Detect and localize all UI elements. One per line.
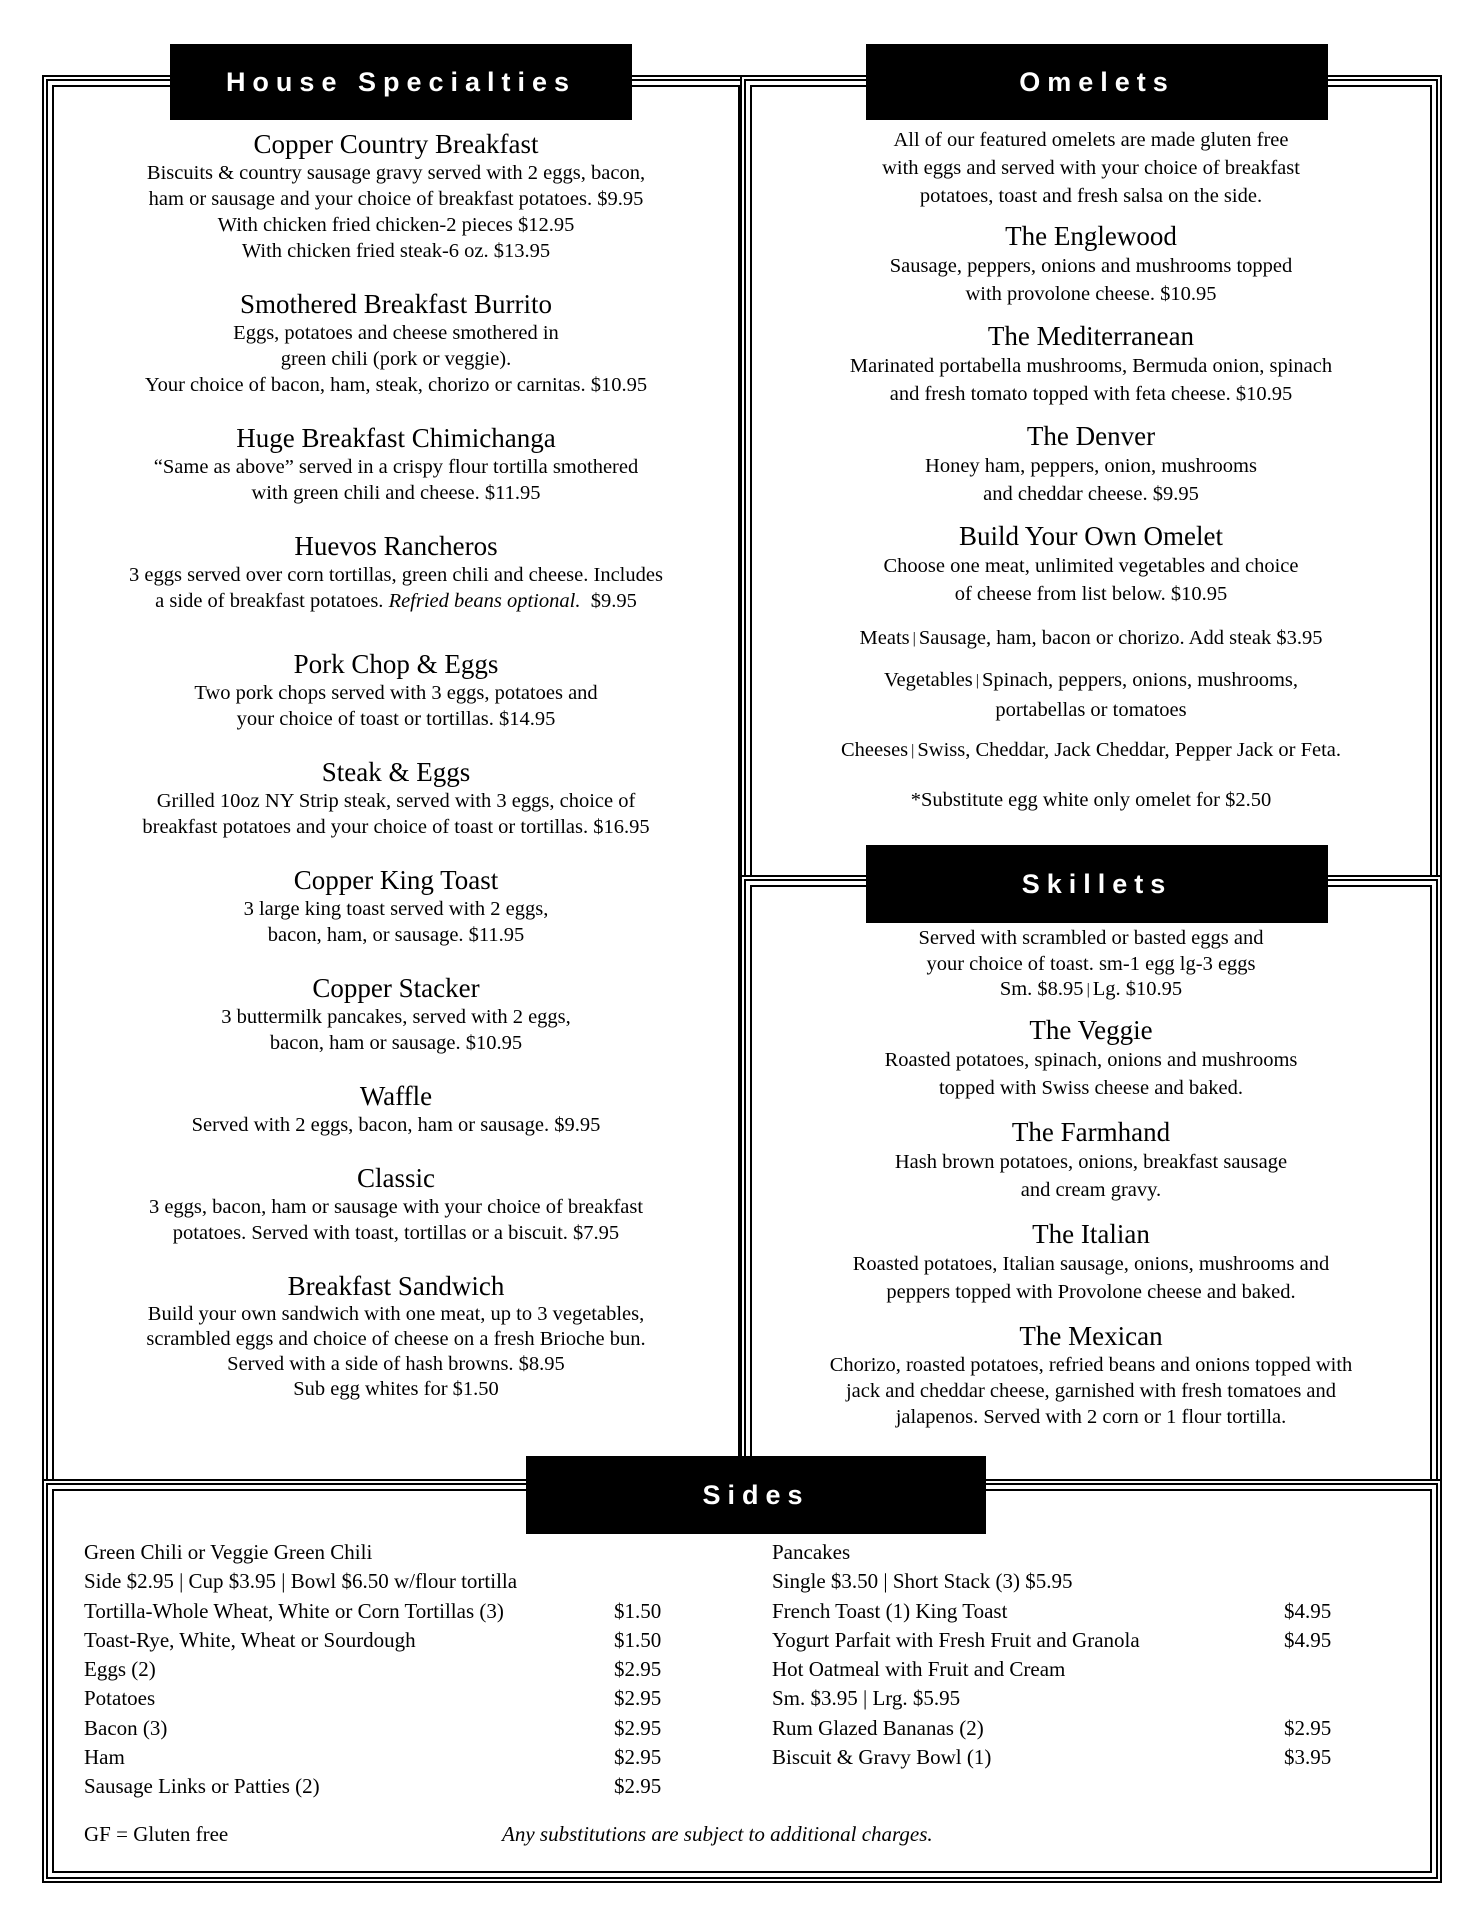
list-item: [772, 1655, 1372, 1684]
side-label: Single $3.50 | Short Stack (3) $5.95: [772, 1569, 1073, 1594]
option-text: portabellas or tomatoes: [995, 699, 1187, 721]
separator: |: [975, 672, 979, 689]
list-item: [772, 1626, 1372, 1655]
item-name: Copper Country Breakfast: [253, 129, 539, 159]
omelets-list: [760, 126, 1422, 826]
menu-item: [760, 1116, 1422, 1204]
side-label: Pancakes: [772, 1540, 851, 1564]
item-desc-line: jalapenos. Served with 2 corn or 1 flour tortilla.: [895, 1405, 1287, 1428]
substitute-note: *Substitute egg white only omelet for $2.50: [910, 789, 1272, 811]
list-item: [84, 1597, 684, 1626]
item-desc-line: bacon, ham, or sausage. $11.95: [267, 924, 525, 946]
side-label: Biscuit & Gravy Bowl (1): [772, 1745, 992, 1770]
item-name: Huevos Rancheros: [294, 531, 498, 561]
item-desc-line: Marinated portabella mushrooms, Bermuda onion, spinach: [849, 355, 1333, 377]
item-name: Smothered Breakfast Burrito: [240, 289, 552, 319]
item-desc-line: potatoes. Served with toast, tortillas or a biscuit. $7.95: [172, 1222, 620, 1244]
separator: |: [911, 742, 915, 759]
separator: |: [1086, 981, 1090, 998]
item-desc-line: [62, 588, 730, 614]
side-price: $3.95: [1284, 1745, 1332, 1770]
intro-line: with eggs and served with your choice of breakfast: [882, 157, 1300, 179]
item-name: Classic: [357, 1163, 435, 1193]
list-item: [84, 1655, 684, 1684]
option-label: Vegetables: [883, 669, 973, 691]
list-item: [84, 1567, 684, 1596]
list-item: [84, 1743, 684, 1772]
gluten-free-note: GF = Gluten free: [84, 1822, 229, 1846]
item-desc-line: Roasted potatoes, Italian sausage, onions, mushrooms and: [852, 1252, 1330, 1275]
item-desc-line: Hash brown potatoes, onions, breakfast sausage: [894, 1150, 1288, 1173]
item-desc-line: bacon, ham or sausage. $10.95: [269, 1032, 523, 1054]
side-price: $2.95: [614, 1774, 662, 1799]
item-desc-line: and fresh tomato topped with feta cheese. $10.95: [889, 383, 1293, 405]
item-desc-italic: Refried beans optional.: [388, 590, 581, 612]
list-item: [84, 1714, 684, 1743]
item-desc-line: and cream gravy.: [1020, 1178, 1162, 1201]
omelets-title: Omelets: [1019, 66, 1175, 97]
item-name: Build Your Own Omelet: [958, 521, 1223, 551]
side-price: $4.95: [1284, 1598, 1332, 1623]
side-label: Rum Glazed Bananas (2): [772, 1715, 984, 1740]
list-item: [772, 1743, 1372, 1772]
side-label: Yogurt Parfait with Fresh Fruit and Granola: [772, 1627, 1140, 1652]
item-desc-line: peppers topped with Provolone cheese and baked.: [886, 1280, 1296, 1303]
menu-item: [760, 1218, 1422, 1306]
item-desc-line: Sausage, peppers, onions and mushrooms topped: [889, 255, 1293, 277]
menu-item: [760, 320, 1422, 408]
list-item: [772, 1567, 1372, 1596]
option-text: Sausage, ham, bacon or chorizo. Add steak $3.95: [918, 627, 1323, 649]
skillets-list: [760, 926, 1422, 1430]
side-price: $1.50: [614, 1627, 662, 1652]
menu-item: [760, 220, 1422, 308]
item-name: Copper Stacker: [312, 973, 480, 1003]
side-label: Side $2.95 | Cup $3.95 | Bowl $6.50 w/flour tortilla: [84, 1569, 518, 1594]
side-price: $1.50: [614, 1598, 662, 1623]
menu-item: [62, 128, 730, 264]
intro-line: All of our featured omelets are made gluten free: [893, 129, 1289, 151]
skillet-prices: [760, 977, 1422, 1004]
side-label: Green Chili or Veggie Green Chili: [84, 1540, 373, 1564]
list-item: [772, 1538, 1372, 1567]
side-label: Eggs (2): [84, 1657, 156, 1682]
side-price: $2.95: [614, 1745, 662, 1770]
menu-item: [62, 1162, 730, 1246]
menu-item: [62, 756, 730, 840]
item-desc-line: Biscuits & country sausage gravy served with 2 eggs, bacon,: [146, 162, 646, 184]
item-desc-line: 3 large king toast served with 2 eggs,: [243, 898, 549, 920]
intro-line: your choice of toast. sm-1 egg lg-3 eggs: [926, 952, 1256, 975]
item-desc-line: With chicken fried steak-6 oz. $13.95: [241, 240, 551, 262]
item-desc-line: 3 eggs served over corn tortillas, green chili and cheese. Includes: [129, 564, 663, 586]
price-large: Lg. $10.95: [1092, 978, 1183, 1000]
omelets-banner: [866, 44, 1328, 120]
item-desc-line: Honey ham, peppers, onion, mushrooms: [925, 455, 1257, 477]
item-name: Copper King Toast: [293, 865, 499, 895]
menu-item: [62, 972, 730, 1056]
option-label: Cheeses: [840, 739, 909, 761]
list-item: [84, 1684, 684, 1713]
item-name: The Veggie: [1029, 1014, 1153, 1045]
item-desc-line: your choice of toast or tortillas. $14.95: [236, 708, 556, 730]
item-desc-line: Sub egg whites for $1.50: [293, 1378, 499, 1400]
sides-right-list: [772, 1538, 1372, 1772]
item-name: Waffle: [359, 1081, 433, 1111]
item-desc-line: Roasted potatoes, spinach, onions and mushrooms: [884, 1048, 1298, 1071]
item-desc-line: Two pork chops served with 3 eggs, potatoes and: [194, 682, 598, 704]
list-item: [772, 1714, 1372, 1743]
omelets-intro: [760, 126, 1422, 210]
side-label: Bacon (3): [84, 1715, 168, 1740]
item-desc-line: with provolone cheese. $10.95: [965, 283, 1217, 305]
side-label: Potatoes: [84, 1686, 156, 1711]
item-desc-line: 3 eggs, bacon, ham or sausage with your choice of breakfast: [148, 1196, 644, 1218]
item-desc-line: Grilled 10oz NY Strip steak, served with 3 eggs, choice of: [156, 790, 636, 812]
item-desc-line: green chili (pork or veggie).: [280, 348, 512, 370]
side-label: Sausage Links or Patties (2): [84, 1774, 320, 1799]
menu-item: [62, 530, 730, 614]
list-item: [772, 1684, 1372, 1713]
option-text: Swiss, Cheddar, Jack Cheddar, Pepper Jack or Feta.: [917, 739, 1342, 761]
item-desc-line: “Same as above” served in a crispy flour tortilla smothered: [153, 456, 639, 478]
item-desc-line: Served with a side of hash browns. $8.95: [227, 1353, 565, 1375]
side-price: $2.95: [614, 1686, 662, 1711]
item-desc-line: Your choice of bacon, ham, steak, chorizo or carnitas. $10.95: [144, 374, 648, 396]
item-desc-line: With chicken fried chicken-2 pieces $12.95: [217, 214, 575, 236]
item-desc-line: with green chili and cheese. $11.95: [251, 482, 541, 504]
item-desc-text: a side of breakfast potatoes.: [155, 590, 389, 612]
item-name: The Italian: [1032, 1218, 1150, 1249]
menu-item: [760, 420, 1422, 508]
side-price: $2.95: [614, 1657, 662, 1682]
side-label: Hot Oatmeal with Fruit and Cream: [772, 1657, 1066, 1682]
item-desc-line: Eggs, potatoes and cheese smothered in: [233, 322, 559, 344]
item-name: The Englewood: [1005, 221, 1177, 251]
item-desc-line: scrambled eggs and choice of cheese on a fresh Brioche bun.: [146, 1328, 646, 1350]
skillets-banner: [866, 845, 1328, 923]
item-price: $9.95: [580, 590, 637, 612]
item-desc-line: jack and cheddar cheese, garnished with fresh tomatoes and: [845, 1379, 1337, 1402]
item-desc-line: 3 buttermilk pancakes, served with 2 eggs,: [221, 1006, 571, 1028]
item-desc-line: ham or sausage and your choice of breakfast potatoes. $9.95: [148, 188, 644, 210]
list-item: [84, 1772, 684, 1801]
menu-item: [760, 1014, 1422, 1102]
menu-item: [62, 1080, 730, 1138]
item-desc-line: breakfast potatoes and your choice of toast or tortillas. $16.95: [142, 816, 650, 838]
item-desc-line: Build your own sandwich with one meat, up to 3 vegetables,: [147, 1303, 645, 1325]
item-name: The Denver: [1026, 421, 1156, 451]
menu-item: [62, 422, 730, 506]
separator: |: [912, 630, 916, 647]
sides-title: Sides: [702, 1479, 810, 1510]
item-name: Steak & Eggs: [321, 757, 471, 787]
option-text: Spinach, peppers, onions, mushrooms,: [981, 669, 1299, 691]
item-desc-line: Chorizo, roasted potatoes, refried beans and onions topped with: [829, 1353, 1353, 1376]
side-price: $2.95: [614, 1715, 662, 1740]
item-name: Breakfast Sandwich: [287, 1271, 505, 1301]
item-desc-line: Served with 2 eggs, bacon, ham or sausage. $9.95: [191, 1114, 601, 1136]
item-desc-line: Choose one meat, unlimited vegetables and choice: [883, 555, 1299, 577]
side-label: French Toast (1) King Toast: [772, 1598, 1008, 1623]
menu-item: [760, 520, 1422, 608]
item-desc-line: of cheese from list below. $10.95: [954, 583, 1228, 605]
item-name: Huge Breakfast Chimichanga: [236, 423, 556, 453]
item-name: The Farmhand: [1011, 1116, 1171, 1147]
side-price: $4.95: [1284, 1627, 1332, 1652]
option-label: Meats: [859, 627, 910, 649]
price-small: Sm. $8.95: [999, 978, 1084, 1000]
menu-item: [760, 1320, 1422, 1430]
side-label: Sm. $3.95 | Lrg. $5.95: [772, 1686, 961, 1711]
skillets-title: Skillets: [1021, 868, 1173, 899]
cheeses-option: [760, 736, 1422, 766]
skillets-intro: [760, 926, 1422, 1004]
item-name: The Mediterranean: [987, 321, 1195, 351]
item-desc-line: and cheddar cheese. $9.95: [983, 483, 1199, 505]
sides-banner: [526, 1456, 986, 1534]
item-name: Pork Chop & Eggs: [293, 649, 499, 679]
side-price: $2.95: [1284, 1715, 1332, 1740]
house-specialties-banner: [170, 44, 632, 120]
menu-item: [62, 864, 730, 948]
side-label: Toast-Rye, White, Wheat or Sourdough: [84, 1627, 416, 1652]
vegetables-option: [760, 666, 1422, 724]
intro-line: potatoes, toast and fresh salsa on the side.: [919, 185, 1263, 207]
menu-item: [62, 288, 730, 398]
list-item: [84, 1626, 684, 1655]
item-name: The Mexican: [1019, 1320, 1163, 1351]
menu-item: [62, 648, 730, 732]
sides-left-list: [84, 1538, 684, 1802]
side-label: Tortilla-Whole Wheat, White or Corn Tortillas (3): [84, 1598, 504, 1623]
item-desc-line: topped with Swiss cheese and baked.: [938, 1076, 1244, 1099]
substitutions-disclaimer: Any substitutions are subject to additional charges.: [502, 1822, 933, 1846]
house-specialties-title: House Specialties: [225, 66, 577, 97]
side-label: Ham: [84, 1745, 125, 1770]
intro-line: Served with scrambled or basted eggs and: [918, 927, 1264, 949]
meats-option: [760, 624, 1422, 654]
list-item: [772, 1597, 1372, 1626]
list-item: [84, 1538, 684, 1567]
house-specialties-list: [62, 128, 730, 1426]
menu-item: [62, 1270, 730, 1402]
